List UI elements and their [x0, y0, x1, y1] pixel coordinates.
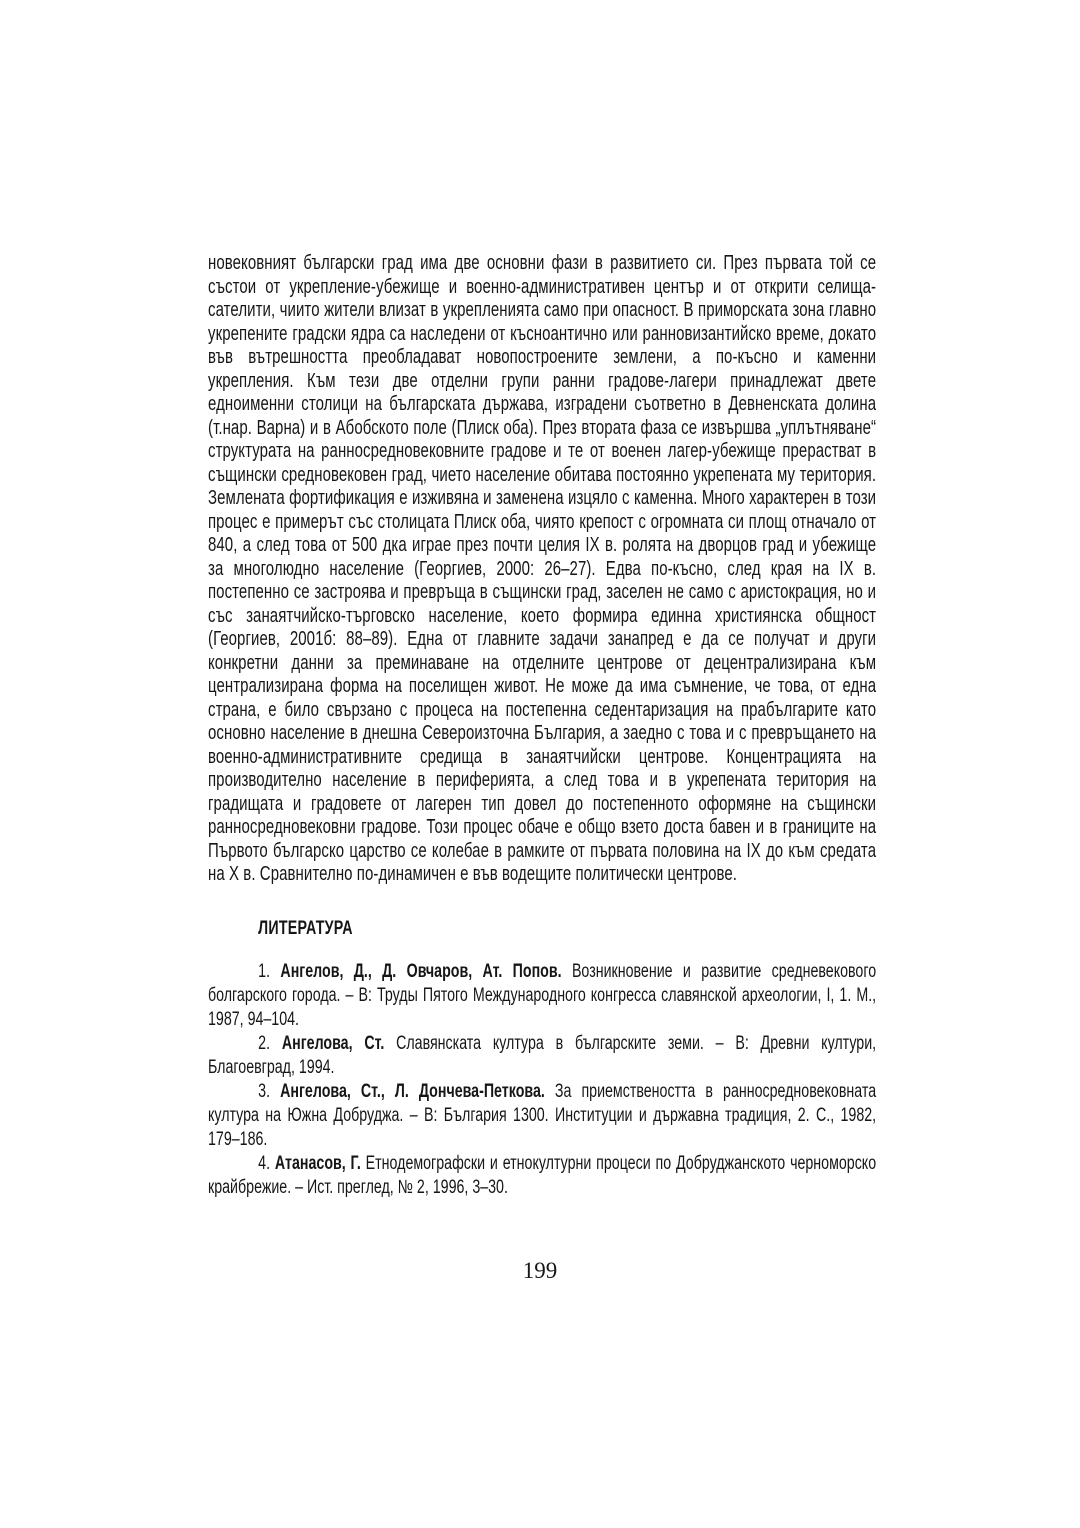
- reference-text: Етнодемографски и етнокултурни процеси по Добруджанското черноморско крайбрежие. – Ист. преглед, № 2, 1996, 3–30.: [208, 1152, 877, 1198]
- reference-text: Возникновение и развитие средневекового болгарского города. – В: Труды Пятого Международного конгресса славянской археологии, I, 1. М., 1987, 94–104.: [208, 960, 877, 1030]
- reference-entry: [208, 1152, 876, 1200]
- text-column: [208, 252, 876, 1200]
- reference-authors: Ангелова, Ст., Л. Дончева-Петкова.: [280, 1080, 545, 1102]
- reference-authors: Ангелова, Ст.: [281, 1032, 385, 1054]
- reference-authors: Атанасов, Г.: [274, 1152, 361, 1174]
- reference-entry: [208, 1080, 876, 1152]
- page-number: 199: [522, 1258, 558, 1283]
- reference-number: 3.: [258, 1080, 271, 1102]
- reference-authors: Ангелов, Д., Д. Овчаров, Ат. Попов.: [280, 960, 562, 982]
- reference-text: За приемствеността в ранносредновековната култура на Южна Добруджа. – В: България 1300. Институции и държавна традиция, 2. С., 1982, 179–186.: [208, 1080, 877, 1150]
- bibliography-heading: ЛИТЕРАТУРА: [258, 917, 353, 939]
- reference-number: 2.: [258, 1032, 271, 1054]
- reference-entry: [208, 960, 876, 1032]
- body-paragraph: новековният български град има две основни фази в развитието си. През първата той се състои от укрепление-убежище и военно-административен център и от открити селища-сателити, чиито жители влизат в укрепленията само при опасност. В приморската зона главно укрепените градски ядра са наследени от късноантично или ранновизантийско време, докато във вътрешността преобладават новопостроените землени, а по-късно и каменни укрепления. Към тези две отделни групи ранни градове-лагери принадлежат двете едноименни столици на българската държава, изградени съответно в Девненската долина (т.нар. Варна) и в Абобското поле (Плиск оба). През втората фаза се извършва „уплътняване“ структурата на ранносредновековните градове и те от военен лагер-убежище прерастват в същински средновековен град, чието население обитава постоянно укрепената му територия. Землената фортификация е изживяна и заменена изцяло с каменна. Много характерен в този процес е примерът със столицата Плиск оба, чиято крепост с огромната си площ отначало от 840, а след това от 500 дка играе през почти целия IX в. ролята на дворцов град и убежище за многолюдно население (Георгиев, 2000: 26–27). Едва по-късно, след края на IX в. постепенно се застроява и превръща в същински град, заселен не само с аристокрация, но и със занаятчийско-търговско население, което формира единна християнска общност (Георгиев, 2001б: 88–89). Една от главните задачи занапред е да се получат и други конкретни данни за преминаване на отделните центрове от децентрализирана към централизирана форма на поселищен живот. Не може да има съмнение, че това, от една страна, е било свързано с процеса на постепенна седентаризация на прабългарите като основно население в днешна Североизточна България, а заедно с това и с превръщането на военно-административните средища в занаятчийски центрове. Концентрацията на производително население в периферията, а след това и в укрепената територия на градищата и градовете от лагерен тип довел до постепенното оформяне на същински ранносредновековни градове. Този процес обаче е общо взето доста бавен и в границите на Първото българско царство се колебае в рамките от първата половина на IX до към средата на X в. Сравнително по-динамичен е във водещите политически центрове.: [208, 252, 877, 885]
- reference-text: Славянската култура в българските земи. – В: Древни култури, Благоевград, 1994.: [208, 1032, 877, 1078]
- reference-number: 4.: [258, 1152, 271, 1174]
- reference-entry: [208, 1032, 876, 1080]
- bibliography-list: [208, 960, 876, 1200]
- reference-number: 1.: [258, 960, 271, 982]
